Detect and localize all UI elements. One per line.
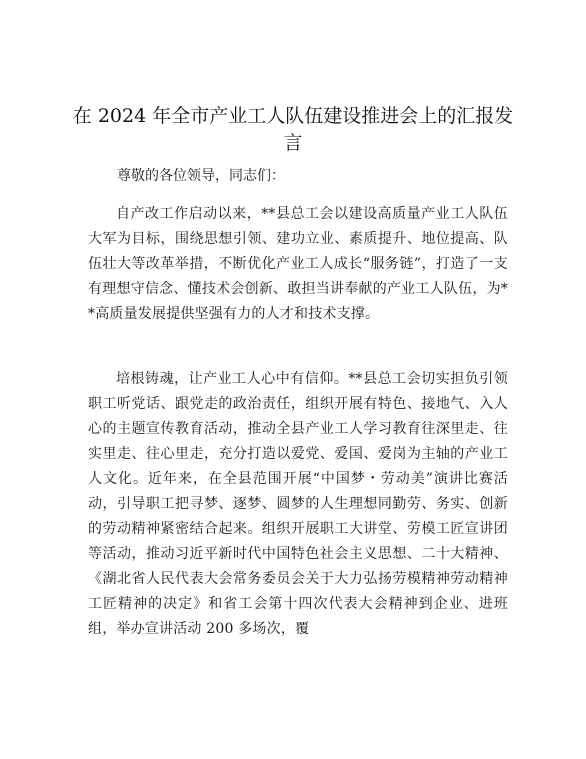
greeting: 尊敬的各位领导，同志们： bbox=[117, 168, 285, 184]
paragraph-intro: 自产改工作启动以来，**县总工会以建设高质量产业工人队伍大军为目标，围绕思想引领、建功立业、素质提升、地位提高、队伍壮大等改革举措，不断优化产业工人成长“服务链”，打造了一支有理想守信念、懂技术会创新、敢担当讲奉献的产业工人队伍，为**高质量发展提供坚强有力的人才和技术支撑。 bbox=[88, 206, 508, 322]
document-title: 在 2024 年全市产业工人队伍建设推进会上的汇报发言 bbox=[72, 105, 514, 154]
paragraph-ideology: 培根铸魂，让产业工人心中有信仰。**县总工会切实担负引领职工听党话、跟党走的政治责任，组织开展有特色、接地气、入人心的主题宣传教育活动，推动全县产业工人学习教育往深里走、往实里走、往心里走，充分打造以爱党、爱国、爱岗为主轴的产业工人文化。近年来，在全县范围开展“中国梦・劳动美”演讲比赛活动，引导职工把寻梦、逐梦、圆梦的人生理想同勤劳、务实、创新的劳动精神紧密结合起来。组织开展职工大讲堂、劳模工匠宣讲团等活动，推动习近平新时代中国特色社会主义思想、二十大精神、《湖北省人民代表大会常务委员会关于大力弘扬劳模精神劳动精神工匠精神的决定》和省工会第十四次代表大会精神到企业、进班组，举办宣讲活动 200 多场次，覆 bbox=[88, 371, 508, 637]
